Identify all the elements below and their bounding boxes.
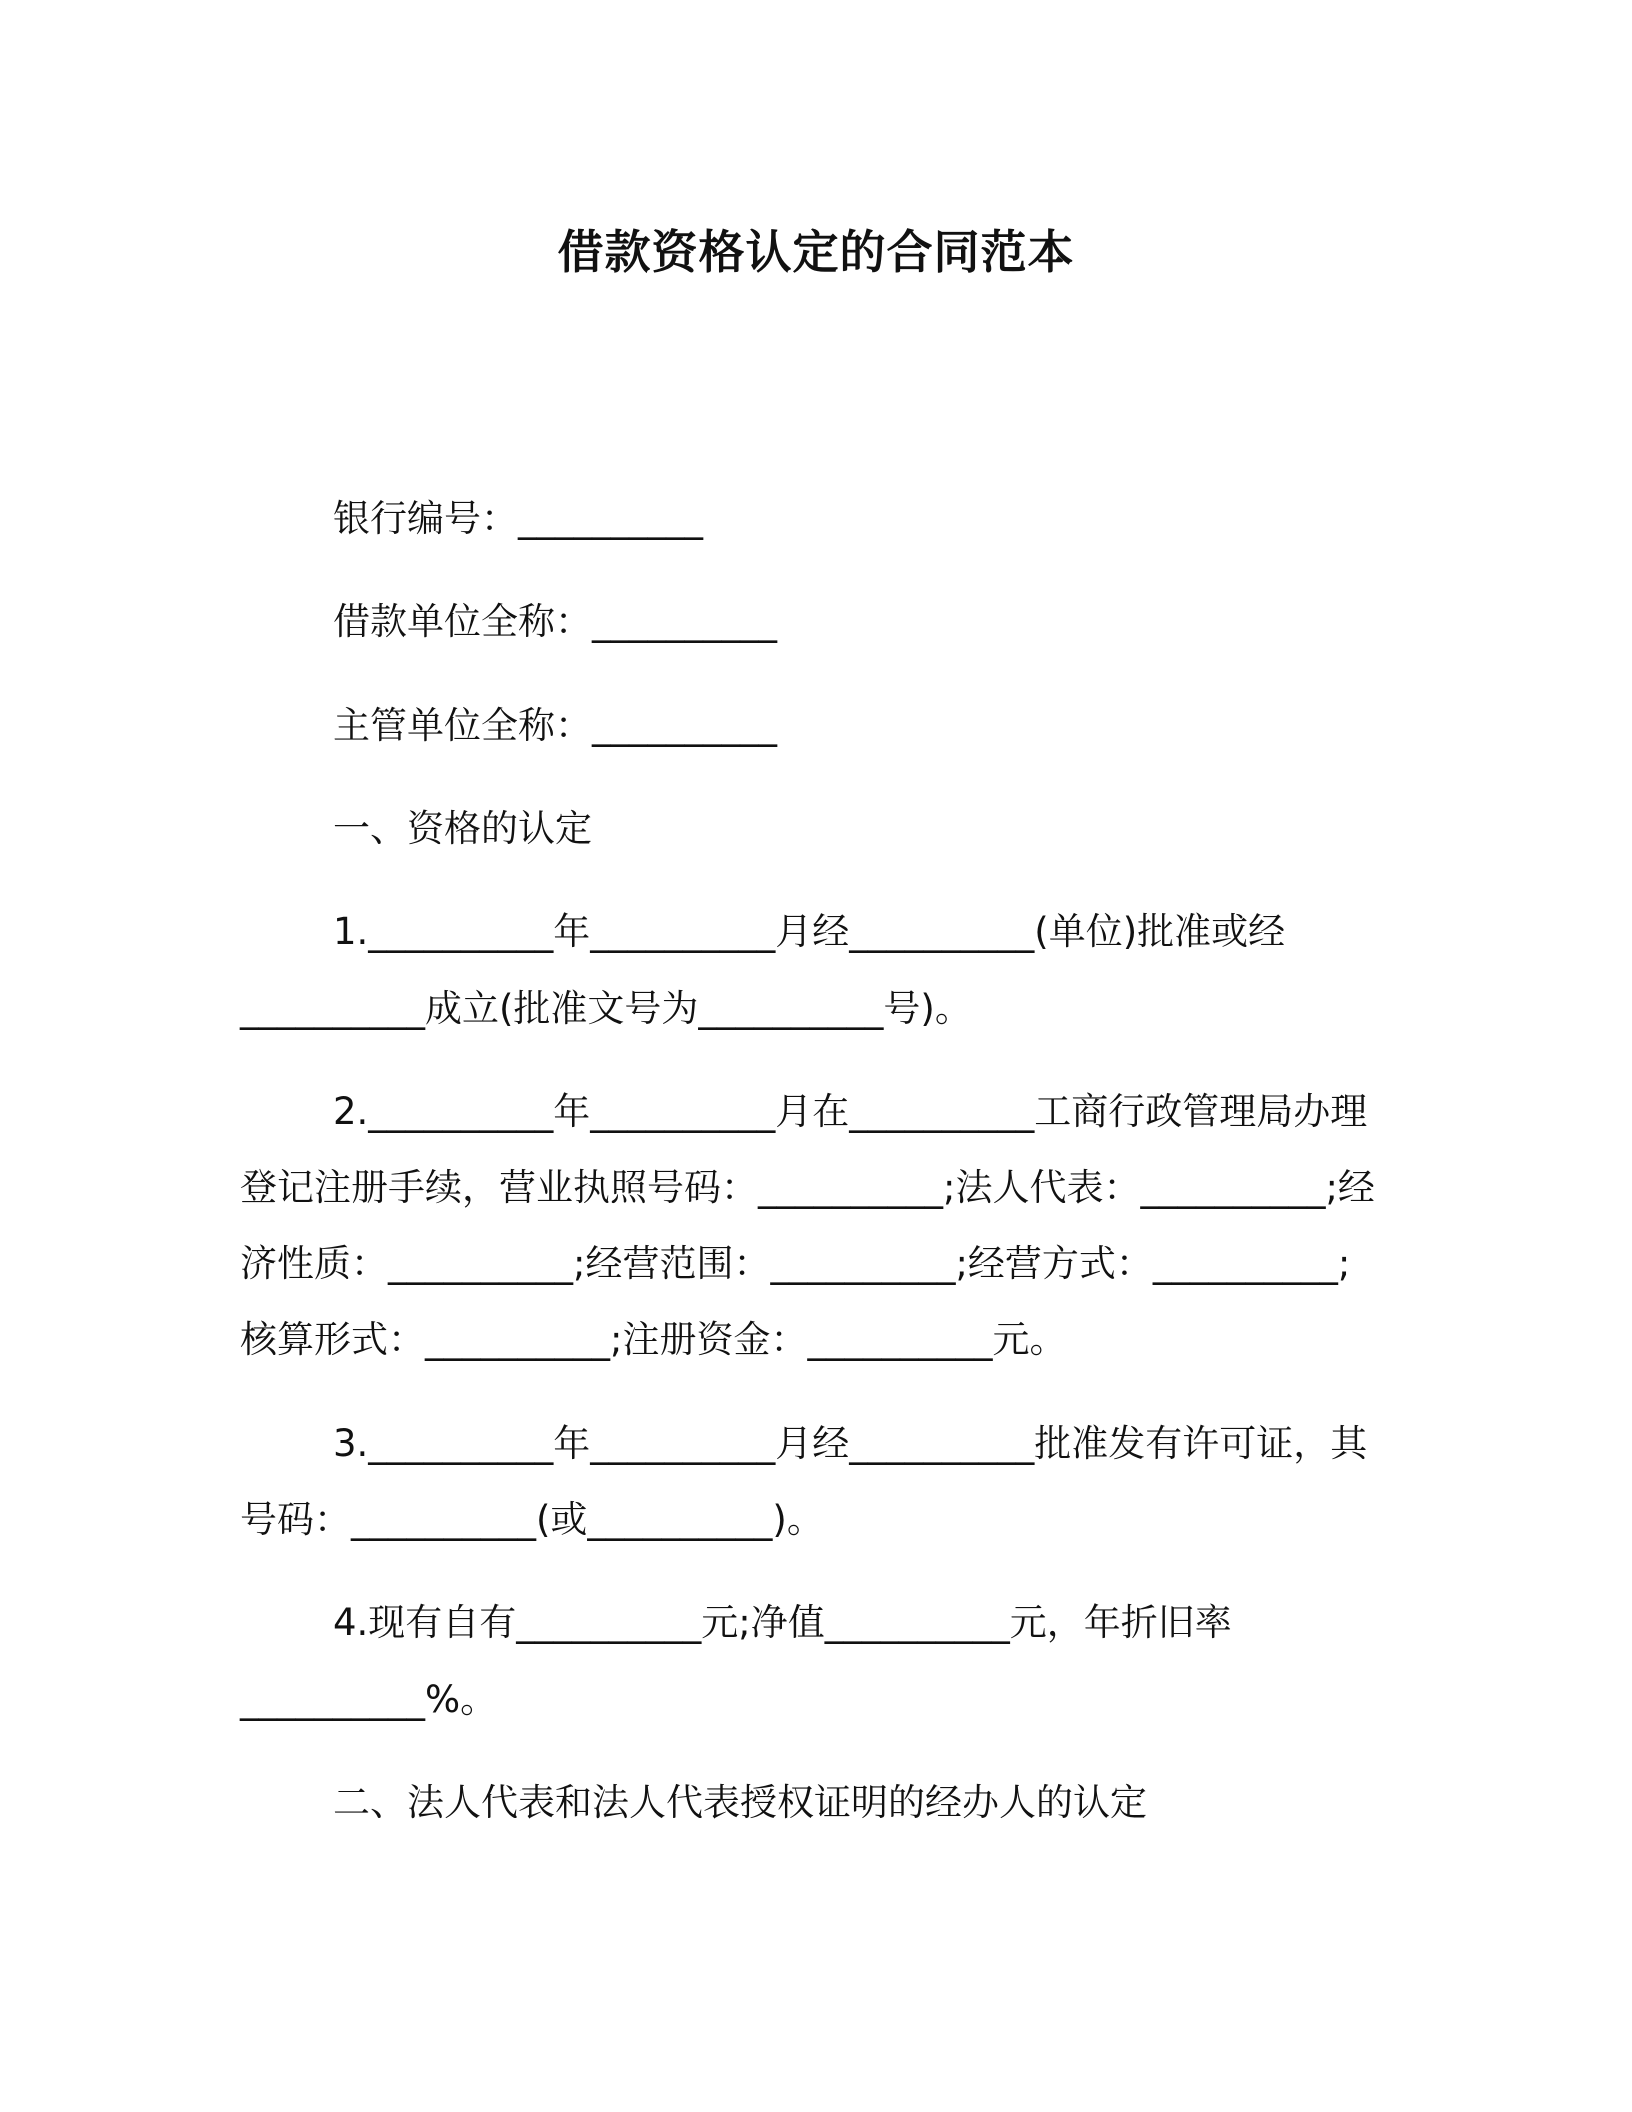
item-4-line-2: __________%。 — [240, 1678, 498, 1721]
item-2-line-3: 济性质：__________;经营范围：__________;经营方式：__________; — [240, 1242, 1351, 1285]
borrower-name-field: 借款单位全称：__________ — [333, 600, 777, 643]
item-2-line-4: 核算形式：__________;注册资金：__________元。 — [240, 1318, 1067, 1361]
item-2-line-2: 登记注册手续，营业执照号码：__________;法人代表：__________;经 — [240, 1166, 1375, 1209]
item-1-line-2: __________成立(批准文号为__________号)。 — [240, 987, 972, 1030]
item-1-line-1: 1.__________年__________月经__________(单位)批准或经 — [333, 910, 1286, 953]
item-3-line-1: 3.__________年__________月经__________批准发有许可证，其 — [333, 1422, 1368, 1465]
item-3-line-2: 号码：__________(或__________)。 — [240, 1498, 824, 1541]
document-title: 借款资格认定的合同范本 — [557, 225, 1075, 279]
item-4-line-1: 4.现有自有__________元;净值__________元，年折旧率 — [333, 1601, 1232, 1644]
section-1-heading: 一、资格的认定 — [333, 807, 592, 850]
item-2-line-1: 2.__________年__________月在__________工商行政管理局办理 — [333, 1090, 1368, 1133]
section-2-heading: 二、法人代表和法人代表授权证明的经办人的认定 — [333, 1781, 1147, 1824]
supervisor-name-field: 主管单位全称：__________ — [333, 704, 777, 747]
bank-number-field: 银行编号：__________ — [333, 497, 703, 540]
